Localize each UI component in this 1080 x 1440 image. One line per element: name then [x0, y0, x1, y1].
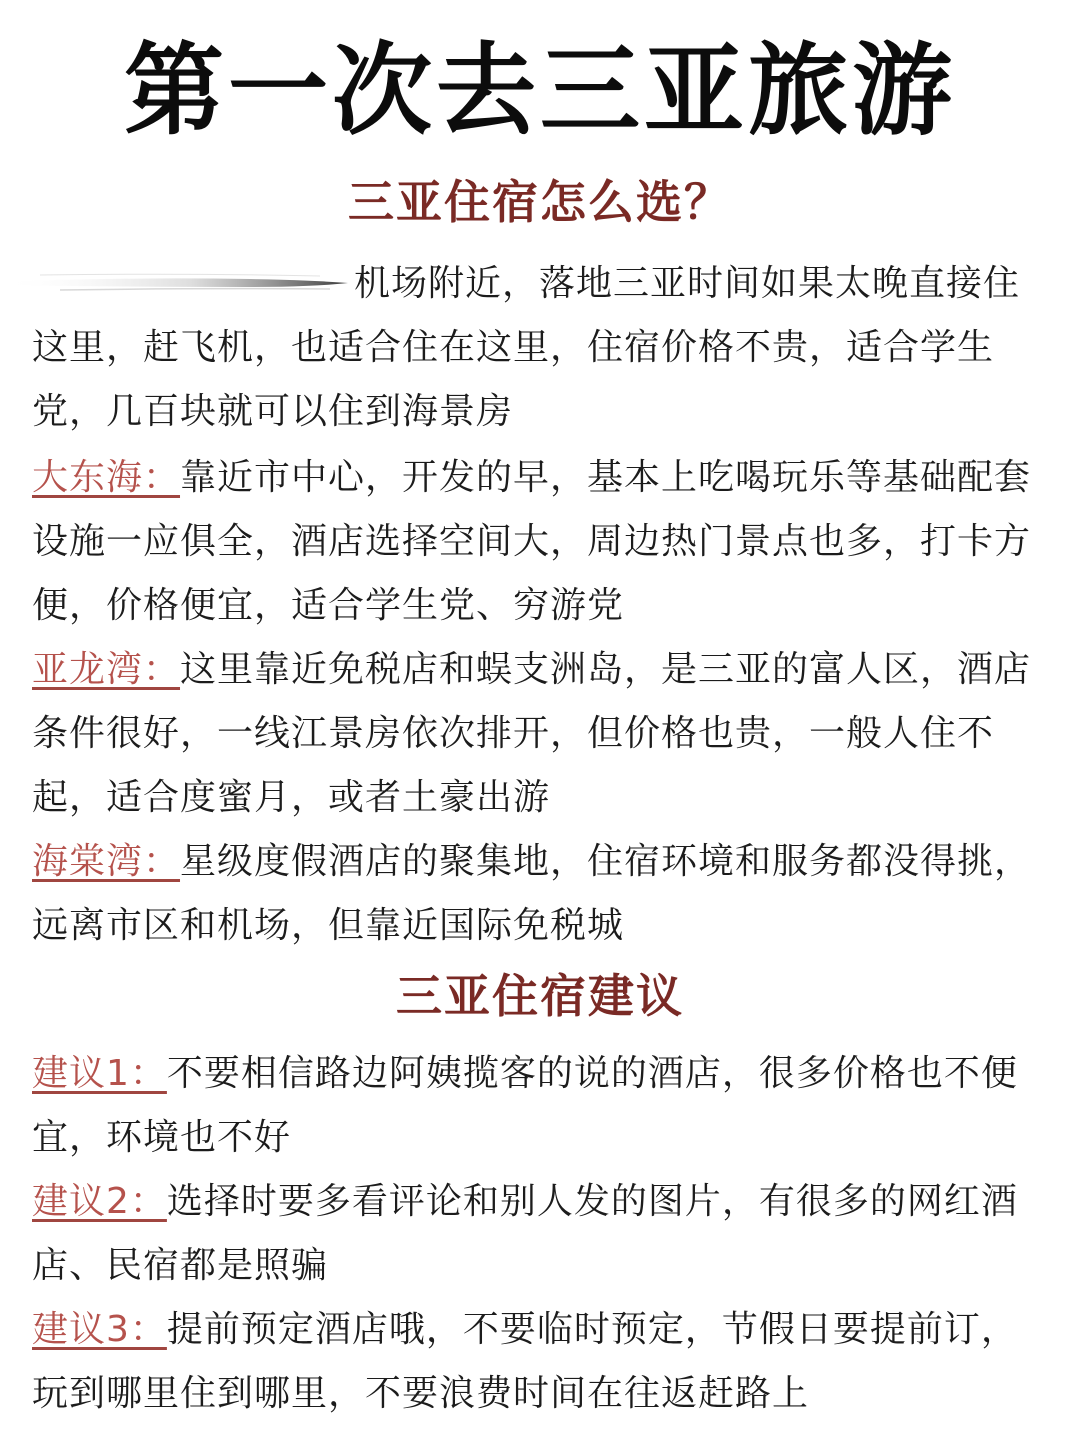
suggestion-3-paragraph — [32, 1298, 1032, 1426]
suggestion-2-paragraph — [32, 1170, 1032, 1298]
yalongwan-paragraph — [32, 638, 1032, 830]
haitangwan-paragraph — [32, 830, 1032, 958]
dadonghai-text: 靠近市中心，开发的早，基本上吃喝玩乐等基础配套设施一应俱全，酒店选择空间大，周边热门景点也多，打卡方便，价格便宜，适合学生党、穷游党 — [32, 457, 1032, 626]
suggestion-3-text: 提前预定酒店哦，不要临时预定，节假日要提前订，玩到哪里住到哪里，不要浪费时间在往返赶路上 — [32, 1309, 1018, 1414]
haitangwan-text: 星级度假酒店的聚集地，住宿环境和服务都没得挑，远离市区和机场，但靠近国际免税城 — [32, 841, 1032, 946]
suggestion-1-paragraph — [32, 1042, 1032, 1170]
haitangwan-label: 海棠湾： — [32, 841, 181, 882]
suggestion-2-label: 建议2： — [32, 1181, 167, 1222]
airport-area-text: 机场附近，落地三亚时间如果太晚直接住这里，赶飞机，也适合住在这里，住宿价格不贵，适合学生党，几百块就可以住到海景房 — [32, 263, 1021, 432]
suggestion-3-label: 建议3： — [32, 1309, 167, 1350]
page-title: 第一次去三亚旅游 — [124, 32, 956, 149]
suggestion-2-text: 选择时要多看评论和别人发的图片，有很多的网红酒店、民宿都是照骗 — [32, 1181, 1018, 1286]
section-heading-how-to-choose: 三亚住宿怎么选？ — [348, 175, 732, 229]
dadonghai-paragraph — [32, 446, 1032, 638]
section-heading-suggestions: 三亚住宿建议 — [396, 969, 684, 1023]
yalongwan-label: 亚龙湾： — [32, 649, 181, 690]
suggestion-1-label: 建议1： — [32, 1053, 167, 1094]
dadonghai-label: 大东海： — [32, 457, 181, 498]
airport-area-paragraph — [32, 252, 1032, 444]
yalongwan-text: 这里靠近免税店和蜈支洲岛，是三亚的富人区，酒店条件很好，一线江景房依次排开，但价格也贵，一般人住不起，适合度蜜月，或者土豪出游 — [32, 649, 1032, 818]
suggestion-1-text: 不要相信路边阿姨揽客的说的酒店，很多价格也不便宜，环境也不好 — [32, 1053, 1018, 1158]
